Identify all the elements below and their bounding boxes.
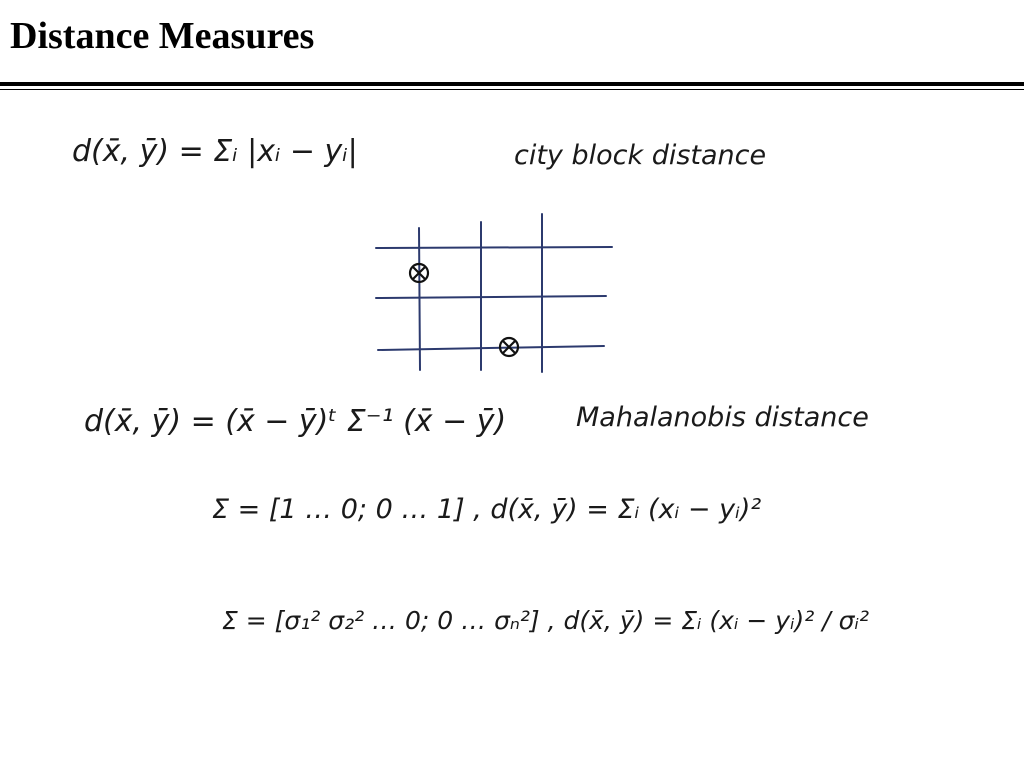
slide-title: Distance Measures	[10, 15, 315, 57]
mahalanobis-formula: d(x̄, ȳ) = (x̄ − ȳ)ᵗ Σ⁻¹ (x̄ − ȳ)	[84, 404, 507, 439]
city-block-formula: d(x̄, ȳ) = Σᵢ |xᵢ − yᵢ|	[72, 134, 358, 169]
grid-line-h3	[378, 346, 604, 350]
diagonal-covariance-case: Σ = [σ₁² σ₂² … 0; 0 … σₙ²] , d(x̄, ȳ) = Σᵢ (xᵢ − yᵢ)² / σᵢ²	[222, 606, 869, 635]
city-block-label: city block distance	[514, 140, 767, 171]
identity-covariance-case: Σ = [1 … 0; 0 … 1] , d(x̄, ȳ) = Σᵢ (xᵢ − yᵢ)²	[212, 494, 762, 525]
mahalanobis-label: Mahalanobis distance	[576, 402, 869, 433]
grid-line-v1	[419, 228, 420, 370]
grid-line-h2	[376, 296, 606, 298]
grid-line-h1	[376, 247, 612, 248]
